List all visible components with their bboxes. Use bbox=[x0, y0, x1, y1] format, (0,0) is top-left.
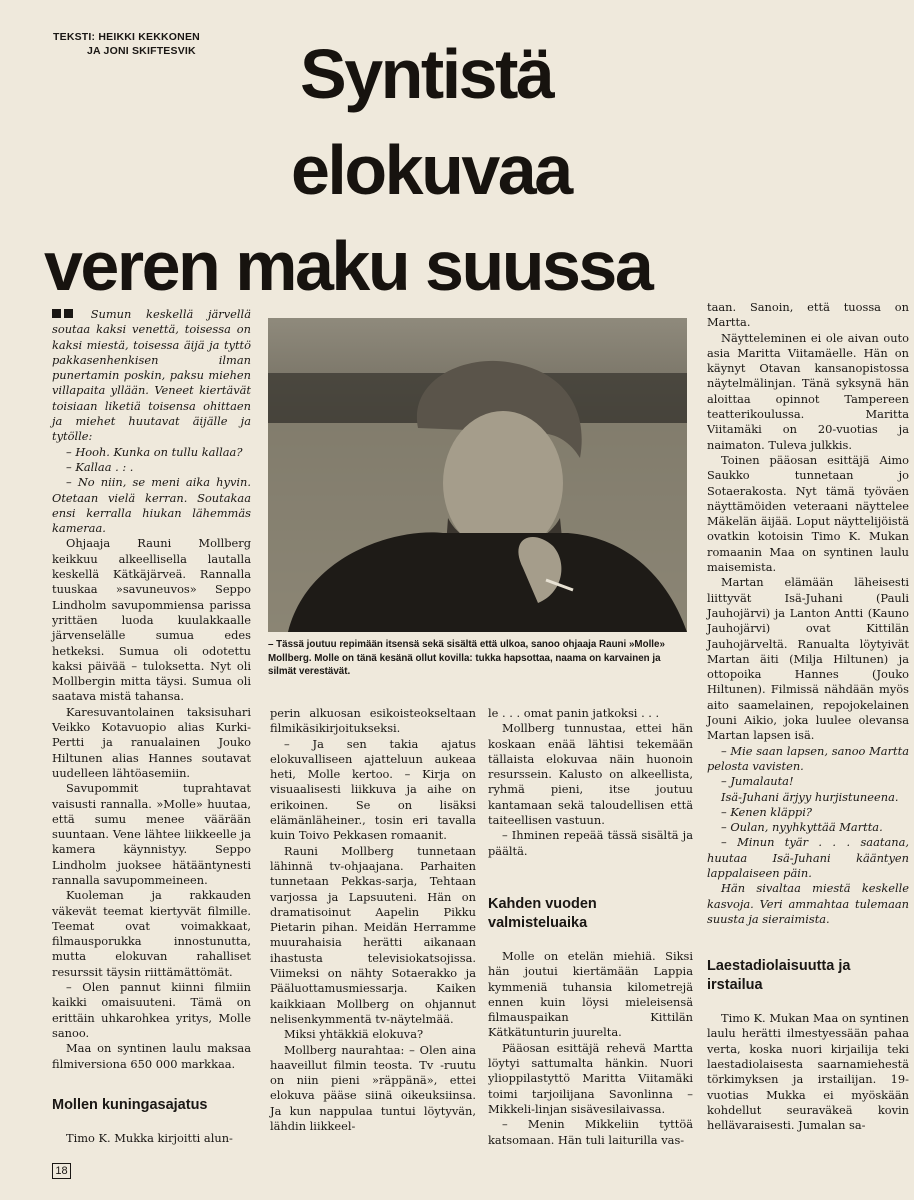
paragraph: Näytteleminen ei ole aivan outo asia Maritta Viitamäelle. Hän on käynyt Otavan kansanopistossa näytelmälinjan. Tänä syksynä hän aloittaa opinnot Tampereen teatterikoulussa. Maritta Viitamäki on 20-vuotias ja naimaton. Tuleva julkkis. bbox=[707, 330, 909, 452]
paragraph: Karesuvantolainen taksisuhari Veikko Kotavuopio alias Kurki-Pertti ja ranualainen Jouko Hiltunen alias Hannes soutavat uudelleen lähtöasemiin. bbox=[52, 704, 251, 780]
column-3 bbox=[488, 706, 693, 1148]
credit-line-1: TEKSTI: HEIKKI KEKKONEN bbox=[53, 31, 200, 43]
subheading: Kahden vuoden valmisteluaika bbox=[488, 895, 597, 931]
paragraph: le . . . omat panin jatkoksi . . . bbox=[488, 706, 660, 720]
paragraph: – Kenen kläppi? bbox=[721, 804, 812, 819]
paragraph: – Menin Mikkeliin tyttöä katsomaan. Hän tuli laiturilla vas- bbox=[488, 1117, 693, 1147]
director-photo-image bbox=[268, 318, 687, 632]
paragraph: Pääosan esittäjä rehevä Martta löytyi sattumalta hänkin. Nuori ylioppilastyttö Maritta Viitamäki toimi tarjoilijana Savonlinna –Mikkeli-linjan sisävesilaivassa. bbox=[488, 1040, 693, 1116]
paragraph: Isä-Juhani ärjyy hurjistuneena. bbox=[721, 789, 899, 804]
photo-caption: – Tässä joutuu repimään itsensä sekä sisältä että ulkoa, sanoo ohjaaja Rauni »Molle» Mollberg. Molle on tänä kesänä ollut kovilla: tukka hapsottaa, naama on karvainen ja silmät verestävät. bbox=[268, 639, 665, 677]
paragraph: – Ihminen repeää tässä sisältä ja päältä. bbox=[488, 828, 693, 858]
paragraph: Timo K. Mukka kirjoitti alun- bbox=[66, 1130, 233, 1145]
paragraph: – No niin, se meni aika hyvin. Otetaan vielä kerran. Soutakaa ensi kerralla hiukan lähemmäs kameraa. bbox=[52, 475, 251, 536]
paragraph: – Olen pannut kiinni filmiin kaikki omaisuuteni. Tämä on erittäin uhkarohkea yritys, Molle sanoo. bbox=[52, 980, 251, 1040]
bullet-icon bbox=[64, 309, 73, 318]
paragraph: Maa on syntinen laulu maksaa filmiversiona 650 000 markkaa. bbox=[52, 1041, 251, 1071]
paragraph: – Ja sen takia ajatus elokuvalliseen ajatteluun aukeaa heti, Molle kertoo. – Kirja on visuaalisesti liikkuva ja aihe on erikoinen. Se on lisäksi elämänläheiner., tosin eri tavalla kuin Toivo Pekkasen romaanit. bbox=[270, 736, 476, 843]
paragraph: – Jumalauta! bbox=[721, 774, 794, 789]
headline-line-3: veren maku suussa bbox=[44, 227, 652, 305]
paragraph: Toinen pääosan esittäjä Aimo Saukko tunnetaan jo Sotaerakosta. Nyt tämä työväen näyttämöiden veteraani näyttelee Mäkelän äijää. Loput näyttelijöistä ovatkin kotoisin Timo K. Mukan romaanin Maa on syntinen laulu maisemista. bbox=[707, 452, 909, 575]
paragraph: taan. Sanoin, että tuossa on Martta. bbox=[707, 300, 909, 330]
paragraph: Miksi yhtäkkiä elokuva? bbox=[284, 1027, 424, 1042]
paragraph: – Minun tyär . . . saatana, huutaa Isä-Juhani kääntyen lappalaiseen päin. bbox=[707, 835, 909, 880]
paragraph: – Oulan, nyyhkyttää Martta. bbox=[721, 820, 883, 835]
credit-line-2: JA JONI SKIFTESVIK bbox=[87, 45, 196, 57]
headline-line-1: Syntistä bbox=[300, 35, 553, 113]
subheading: Mollen kuningasajatus bbox=[52, 1096, 208, 1113]
paragraph: Molle on etelän miehiä. Siksi hän joutui kiertämään Lappia kymmeniä tuhansia kilometrejä ennen kuin löysi mieleisensä filmauspaikan Kittilän Kätkätunturin juurelta. bbox=[488, 948, 693, 1040]
paragraph: Kuoleman ja rakkauden väkevät teemat kiertyvät filmille. Teemat ovat voimakkaat, filmausporukka innostunutta, mutta elokuvan rahalliset resurssit täysin riittämättömät. bbox=[52, 888, 251, 979]
author-credit bbox=[53, 30, 253, 58]
page-number: 18 bbox=[52, 1163, 71, 1179]
paragraph: Ohjaaja Rauni Mollberg keikkuu alkeellisella lautalla keskellä Kätkäjärveä. Rannalla tuuskaa »savuneuvos» Seppo Lindholm savupommiensa parissa yrittäen luoda kuulakkaalle järvenselälle sumua edes hetkeksi. Sumua oli odotettu kaksi päivää – tuloksetta. Nyt oli Mollbergin mitta täysi. Sumua oli saatava mistä tahansa. bbox=[52, 536, 251, 704]
paragraph: – Mie saan lapsen, sanoo Martta pelosta vavisten. bbox=[707, 743, 909, 773]
paragraph: Rauni Mollberg tunnetaan lähinnä tv-ohjaajana. Parhaiten tunnetaan Pekkas-sarja, Tehtaan varjossa ja Lapsuuteni. Hän on dramatisoinut Aapelin Pikku Pietarin pihan. Meidän Herramme muurahaisia herätti aikanaan ihastusta televisiokatsojissa. Viimeksi on nähty Sotaerakko ja Pääluottamusmiessarja. Kaiken kaikkiaan Mollberg on ohjannut nelisenkymmentä tv-näytelmää. bbox=[270, 843, 476, 1026]
paragraph: – Kallaa . : . bbox=[66, 459, 134, 474]
paragraph: – Hooh. Kunka on tullu kallaa? bbox=[66, 444, 243, 459]
bullet-icon bbox=[52, 309, 61, 318]
director-photo bbox=[268, 318, 687, 632]
subheading: Laestadiolaisuutta ja irstailua bbox=[707, 958, 851, 994]
paragraph: Mollberg tunnustaa, ettei hän koskaan enää lähtisi tekemään tällaista elokuvaa näin huonoin resurssein. Kalusto on alkeellista, ryhmä pieni, itse joutuu kantamaan sekä taloudellisen että taiteellisen vastuun. bbox=[488, 721, 693, 828]
column-1 bbox=[52, 307, 251, 1146]
headline-line-2: elokuvaa bbox=[291, 131, 571, 209]
paragraph: perin alkuosan esikoisteokseltaan filmikäsikirjoitukseksi. bbox=[270, 706, 476, 736]
lead-paragraph: Sumun keskellä järvellä soutaa kaksi venettä, toisessa on kaksi miestä, toisessa äijä ja tyttö pakkasenhenkisen ilman punertamin poskin, paksu miehen villapaita yllään. Veneet kiertävät toisiaan liketiä toisensa ohittaen ja miehet huutavat äijälle ja tytölle: bbox=[52, 307, 251, 444]
column-4 bbox=[707, 300, 909, 1134]
paragraph: Savupommit tuprahtavat vaisusti rannalla. »Molle» huutaa, että sumu menee väärään suuntaan. Vene lähtee liikkeelle ja kamera käynnistyy. Seppo Lindholm juoksee hätääntynesti rannalla savupommeineen. bbox=[52, 781, 251, 887]
column-2 bbox=[270, 706, 476, 1134]
paragraph: Hän sivaltaa miestä keskelle kasvoja. Veri ammahtaa tulemaan suusta ja sieraimista. bbox=[707, 881, 909, 926]
paragraph: Timo K. Mukan Maa on syntinen laulu herätti ilmestyessään pahaa verta, koska nuori kirjailija teki laestadiolaisesta saarnamiehestä törkimyksen ja irstailijan. 19-vuotias Mukka ei myöskään kohdellut seuraväkeä kovin hellävaraisesti. Jumalan sa- bbox=[707, 1011, 909, 1133]
paragraph: Mollberg naurahtaa: – Olen aina haaveillut filmin teosta. Tv -ruutu on niin pieni »räppänä», ettei elokuva pääse siinä oikeuksiinsa. Ja kun nappulaa tuntui löytyvän, lähdin liikkeel- bbox=[270, 1042, 476, 1134]
paragraph: Martan elämään läheisesti liittyvät Isä-Juhani (Pauli Jauhojärvi) ja Lanton Antti (Kauno Jauhojärvi) ovat Kittilän Jauhojärveltä. Ranualta löytyivät Martan äiti (Milja Hiltunen) ja ottopoika Hannes (Jouko Hiltunen). Filmissä nähdään myös aito saamelainen, repojokelainen Jouni Aikio, joka luulee olevansa Martan lapsen isä. bbox=[707, 575, 909, 743]
